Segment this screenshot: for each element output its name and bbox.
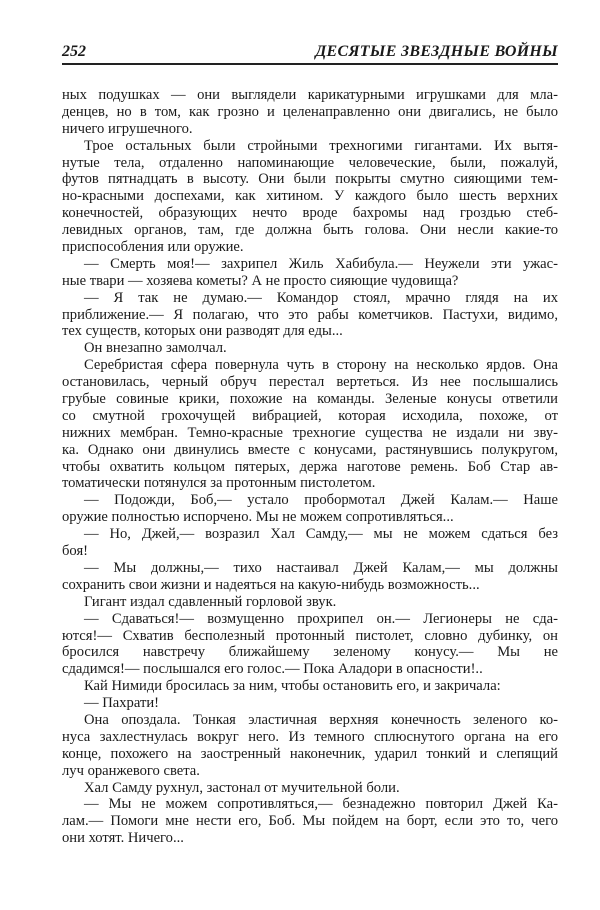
text-line: Кай Нимиди бросилась за ним, чтобы остановить его, и закричала: <box>84 678 501 695</box>
text-line: денцев, но в том, как грозно и целенаправленно они двигались, не было <box>62 103 558 120</box>
text-line: конечностей, образующих нечто вроде бахромы над гроздью стеб- <box>62 205 558 222</box>
text-line: приближение.— Я полагаю, что это рабы кометчиков. Пастухи, видимо, <box>62 306 558 323</box>
text-line: остановилась, черный обруч перестал вертеться. Из нее послышались <box>62 374 558 391</box>
text-line: — Но, Джей,— возразил Хал Самду,— мы не можем сдаться без <box>84 526 558 543</box>
text-line: конце, похожего на заостренный наконечник, ударил тонкий и слепящий <box>62 745 558 762</box>
text-line: Гигант издал сдавленный горловой звук. <box>84 593 337 610</box>
text-line: — Мы должны,— тихо настаивал Джей Калам,— мы должны <box>84 559 558 576</box>
text-line: ных подушках — они выглядели карикатурными игрушками для мла- <box>62 87 558 103</box>
text-line: Он внезапно замолчал. <box>84 340 227 357</box>
text-line: — Пахрати! <box>84 695 159 712</box>
text-line: сохранить свои жизни и надеяться на какую-нибудь возможность... <box>62 576 480 593</box>
text-line: — Сдаваться!— возмущенно прохрипел он.— Легионеры не сда- <box>84 610 558 627</box>
text-line: со смутной грохочущей вибрацией, которая исходила, похоже, от <box>62 407 558 424</box>
text-line: ничего игрушечного. <box>62 120 193 137</box>
text-line: левидных органов, там, где должна быть голова. Они несли какие-то <box>62 222 558 239</box>
text-line: ются!— Схватив бесполезный протонный пистолет, словно дубинку, он <box>62 627 558 644</box>
text-line: — Смерть моя!— захрипел Жиль Хабибула.— Неужели эти ужас- <box>84 255 558 272</box>
text-line: приспособления или оружие. <box>62 239 244 256</box>
text-line: но-красными доспехами, как хитином. У каждого было шесть верхних <box>62 188 558 205</box>
text-line: луч оранжевого света. <box>62 762 200 779</box>
text-line: томатически потянулся за протонным пистолетом. <box>62 475 376 492</box>
text-line: Серебристая сфера повернула чуть в сторону на несколько ярдов. Она <box>84 357 558 374</box>
text-line: футов пятнадцать в высоту. Они были покрыты смутно сияющими тем- <box>62 171 558 188</box>
page-number: 252 <box>62 43 86 60</box>
text-line: чтобы охватить кольцом пятерых, держа наготове ремень. Боб Стар ав- <box>62 458 558 475</box>
running-title: ДЕСЯТЫЕ ЗВЕЗДНЫЕ ВОЙНЫ <box>315 43 558 60</box>
text-line: — Мы не можем сопротивляться,— безнадежно повторил Джей Ка- <box>84 796 558 813</box>
text-line: Трое остальных были стройными трехногими гигантами. Их вытя- <box>84 137 558 154</box>
text-line: Она опоздала. Тонкая эластичная верхняя конечность зеленого ко- <box>84 711 558 728</box>
text-line: боя! <box>62 543 89 560</box>
text-line: ка. Однако они двинулись вместе с конусами, растянувшись полукругом, <box>62 441 558 458</box>
text-line: тех существ, которых они разводят для еды... <box>62 323 343 340</box>
text-line: бросился навстречу ближайшему зеленому конусу.— Мы не <box>62 644 558 661</box>
text-line: Хал Самду рухнул, застонал от мучительной боли. <box>84 779 400 796</box>
text-line: — Я так не думаю.— Командор стоял, мрачно глядя на их <box>84 289 558 306</box>
running-header <box>62 43 558 63</box>
text-line: нутые тела, отдаленно напоминающие человеческие, были, пожалуй, <box>62 154 558 171</box>
text-line: лам.— Помоги мне нести его, Боб. Мы пойдем на борт, если это то, чего <box>62 813 558 830</box>
text-line: сдадимся!— послышался его голос.— Пока Аладори в опасности!.. <box>62 661 483 678</box>
text-line: оружие полностью испорчено. Мы не можем сопротивляться... <box>62 509 454 526</box>
body-text <box>62 87 558 847</box>
text-line: нижних мембран. Темно-красные трехногие существа не издали ни зву- <box>62 424 558 441</box>
text-line: — Подожди, Боб,— устало пробормотал Джей Калам.— Наше <box>84 492 558 509</box>
text-line: нуса захлестнулась вокруг него. Из темного сплюснутого органа на его <box>62 728 558 745</box>
text-line: они хотят. Ничего... <box>62 830 184 847</box>
text-line: ные твари — хозяева кометы? А не просто сияющие чудовища? <box>62 272 459 289</box>
text-line: грубые совиные крики, похожие на команды. Зеленые конусы ответили <box>62 391 558 408</box>
header-rule <box>62 63 558 65</box>
